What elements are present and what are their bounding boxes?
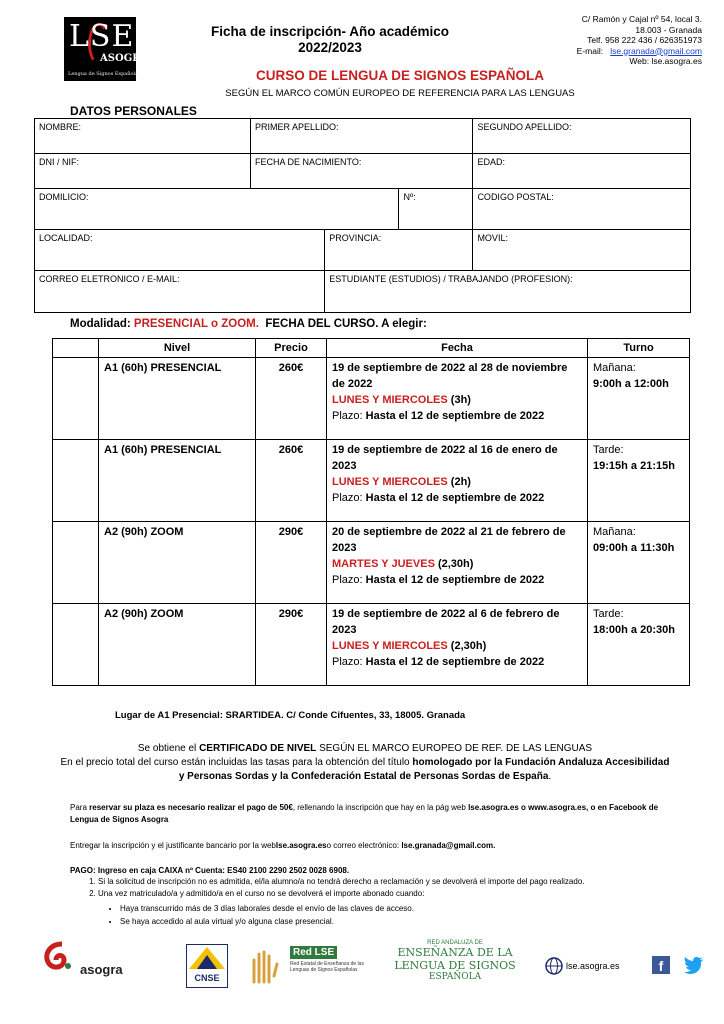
plazo-label: Plazo: (332, 410, 363, 422)
horario-text: 19:15h a 21:15h (593, 460, 675, 472)
estudiante-field[interactable]: ESTUDIANTE (ESTUDIOS) / TRABAJANDO (PROFESION): (325, 271, 691, 313)
numero-field[interactable]: Nº: (399, 189, 473, 230)
precio-cell: 260€ (256, 440, 327, 522)
lse-asogra-logo (64, 17, 149, 81)
courses-table (52, 338, 690, 686)
asogra-logo (40, 940, 130, 985)
ra-line2: ENSEÑANZA DE LA (397, 946, 513, 959)
certificado-block (60, 742, 670, 784)
table-row (53, 604, 690, 686)
select-checkbox-cell[interactable] (53, 522, 99, 604)
turno-text: Tarde: (593, 444, 624, 456)
precio-cell: 290€ (256, 522, 327, 604)
facebook-icon[interactable]: f (652, 956, 670, 974)
reserva-b: reservar su plaza es necesario realizar el pago de 50€ (89, 803, 293, 812)
globe-icon (544, 956, 564, 976)
table-row (53, 522, 690, 604)
red-andaluza-logo (390, 940, 520, 990)
col-fecha: Fecha (327, 339, 588, 358)
twitter-icon[interactable] (684, 956, 704, 974)
entregar-c: o correo electrónico: (326, 841, 400, 850)
reserva-d: lse.asogra.es o www.asogra.es, o en Facebook de Lengua de Signos Asogra (70, 803, 659, 824)
cert-text-e: homologado por la Fundación Andaluza Accesibilidad y Personas Sordas y la Confederación Estatal de Personas Sordas de España (178, 757, 670, 782)
correo-field[interactable]: CORREO ELETRONICO / E-MAIL: (35, 271, 325, 313)
course-subtitle: SEGÚN EL MARCO COMÚN EUROPEO DE REFERENCIA PARA LAS LENGUAS (225, 88, 575, 99)
plazo-text: Hasta el 12 de septiembre de 2022 (365, 574, 545, 586)
horario-text: 9:00h a 12:00h (593, 378, 669, 390)
plazo-text: Hasta el 12 de septiembre de 2022 (365, 656, 545, 668)
asogra-text: asogra (80, 962, 123, 977)
turno-text: Mañana: (593, 526, 636, 538)
red-lse-badge: Red LSE (290, 946, 337, 959)
dias-text: LUNES Y MIERCOLES (332, 640, 448, 652)
turno-text: Tarde: (593, 608, 624, 620)
fecha-text: 19 de septiembre de 2022 al 6 de febrero de 2023 (332, 608, 560, 636)
email-link[interactable]: lse.granada@gmail.com (610, 45, 702, 56)
hand-icon (246, 946, 280, 986)
ra-line1: RED ANDALUZA DE (427, 940, 483, 946)
select-checkbox-cell[interactable] (53, 440, 99, 522)
personal-data-table (34, 118, 691, 313)
entregar-b: lse.asogra.es (275, 841, 327, 850)
col-precio: Precio (256, 339, 327, 358)
horas-text: (2,30h) (450, 640, 487, 652)
fecha-nacimiento-field[interactable]: FECHA DE NACIMIENTO: (251, 154, 473, 189)
logo-text: LSE (69, 19, 135, 54)
turno-cell (588, 522, 690, 604)
rule-1: 1. Si la solicitud de inscripción no es admitida, el/la alumno/a no tendrá derecho a reclamación y se devolverá el importe del pago realizado. (98, 876, 698, 888)
reserva-c: , rellenando la inscripción que hay en la pág web (292, 803, 466, 812)
plazo-label: Plazo: (332, 492, 363, 504)
email-label: E-mail: (576, 45, 604, 56)
fecha-cell (327, 358, 588, 440)
turno-cell (588, 440, 690, 522)
cert-text-a: Se obtiene el (137, 743, 197, 754)
rule-2 (98, 888, 698, 928)
dias-text: LUNES Y MIERCOLES (332, 394, 448, 406)
fecha-text: 19 de septiembre de 2022 al 16 de enero de 2023 (332, 444, 558, 472)
web-footer[interactable] (544, 956, 634, 976)
horas-text: (3h) (450, 394, 471, 406)
precio-cell: 290€ (256, 604, 327, 686)
table-row (53, 440, 690, 522)
personal-heading: DATOS PERSONALES (70, 104, 197, 118)
modalidad-value: PRESENCIAL o ZOOM. (133, 318, 259, 330)
entregar-a: Entregar la inscripción y el justificante bancario por la web (70, 841, 276, 850)
primer-apellido-field[interactable]: PRIMER APELLIDO: (251, 119, 473, 154)
nivel-cell: A1 (60h) PRESENCIAL (99, 440, 256, 522)
plazo-label: Plazo: (332, 656, 363, 668)
fecha-text: 20 de septiembre de 2022 al 21 de febrero de 2023 (332, 526, 566, 554)
red-lse-logo (290, 946, 370, 988)
nivel-cell: A2 (90h) ZOOM (99, 522, 256, 604)
horario-text: 18:00h a 20:30h (593, 624, 675, 636)
horas-text: (2,30h) (437, 558, 474, 570)
subrule-1: • Haya transcurrido más de 3 días laborales desde el envío de las claves de acceso. (120, 902, 698, 915)
rule-2-text: Una vez matriculado/a y admitido/a en el curso no se devolverá el importe abonado cuando: (98, 889, 425, 898)
phone: Telf. 958 222 436 / 626351973 (587, 35, 702, 45)
col-nivel: Nivel (99, 339, 256, 358)
cert-text-d: En el precio total del curso están incluidas las tasas para la obtención del título (60, 757, 410, 768)
modalidad-line (70, 318, 427, 330)
lugar-text: Lugar de A1 Presencial: SRARTIDEA. C/ Conde Cifuentes, 33, 18005. Granada (115, 710, 466, 721)
entregar-block (70, 840, 670, 852)
reserva-a: Para (70, 803, 87, 812)
ra-line3: LENGUA DE SIGNOS (394, 959, 516, 972)
codigo-postal-field[interactable]: CODIGO POSTAL: (473, 189, 691, 230)
dias-text: MARTES Y JUEVES (332, 558, 435, 570)
provincia-field[interactable]: PROVINCIA: (325, 230, 473, 271)
cert-text-f: . (548, 771, 552, 782)
horas-text: (2h) (450, 476, 471, 488)
web: Web: lse.asogra.es (629, 56, 702, 66)
dni-field[interactable]: DNI / NIF: (35, 154, 251, 189)
segundo-apellido-field[interactable]: SEGUNDO APELLIDO: (473, 119, 691, 154)
page-title (200, 24, 460, 56)
modalidad-label: Modalidad: (70, 318, 131, 330)
entregar-d: lse.granada@gmail.com. (401, 841, 496, 850)
movil-field[interactable]: MOVIL: (473, 230, 691, 271)
fecha-cell (327, 604, 588, 686)
select-checkbox-cell[interactable] (53, 604, 99, 686)
domicilio-field[interactable]: DOMILICIO: (35, 189, 399, 230)
title-line1: Ficha de inscripción- Año académico (210, 24, 450, 39)
precio-cell: 260€ (256, 358, 327, 440)
logo-tagline: Lengua de Signos Española (68, 71, 139, 77)
turno-text: Mañana: (593, 362, 636, 374)
asogra-swirl-icon (40, 940, 80, 980)
plazo-text: Hasta el 12 de septiembre de 2022 (365, 492, 545, 504)
red-lse-sub: Red Estatal de Enseñanza de las Lenguas de Signos Españolas (290, 961, 364, 973)
cnse-text: CNSE (194, 973, 220, 983)
select-checkbox-cell[interactable] (53, 358, 99, 440)
address-line1: C/ Ramón y Cajal nº 54, local 3. (581, 14, 702, 24)
fecha-curso-label: FECHA DEL CURSO. A elegir: (265, 318, 427, 330)
cnse-logo (186, 944, 228, 988)
cert-text-c: SEGÚN EL MARCO EUROPEO DE REF. DE LAS LENGUAS (319, 743, 593, 754)
title-line2: 2022/2023 (298, 40, 362, 55)
contact-block (577, 14, 702, 67)
rules-list (70, 876, 698, 928)
nivel-cell: A2 (90h) ZOOM (99, 604, 256, 686)
edad-field[interactable]: EDAD: (473, 154, 691, 189)
twitter-bird-icon (684, 956, 704, 974)
dias-text: LUNES Y MIERCOLES (332, 476, 448, 488)
web-footer-text: lse.asogra.es (565, 961, 620, 971)
plazo-text: Hasta el 12 de septiembre de 2022 (365, 410, 545, 422)
fecha-text: 19 de septiembre de 2022 al 28 de noviembre de 2022 (332, 362, 568, 390)
horario-text: 09:00h a 11:30h (593, 542, 675, 554)
turno-cell (588, 358, 690, 440)
fecha-cell (327, 440, 588, 522)
col-turno: Turno (588, 339, 690, 358)
fecha-cell (327, 522, 588, 604)
nivel-cell: A1 (60h) PRESENCIAL (99, 358, 256, 440)
localidad-field[interactable]: LOCALIDAD: (35, 230, 325, 271)
address-line2: 18.003 - Granada (635, 24, 702, 35)
reserva-block (70, 802, 670, 826)
cert-text-b: CERTIFICADO DE NIVEL (199, 743, 317, 754)
table-row (53, 358, 690, 440)
plazo-label: Plazo: (332, 574, 363, 586)
pago-text: PAGO: Ingreso en caja CAIXA nº Cuenta: ES40 2100 2290 2502 0028 6908. (70, 866, 350, 875)
nombre-field[interactable]: NOMBRE: (35, 119, 251, 154)
select-col-header (53, 339, 99, 358)
hands-logo (246, 946, 280, 986)
course-title: CURSO DE LENGUA DE SIGNOS ESPAÑOLA (255, 68, 545, 83)
subrule-2: • Se haya accedido al aula virtual y/o alguna clase presencial. (120, 915, 698, 928)
turno-cell (588, 604, 690, 686)
ra-line4: ESPAÑOLA (428, 972, 482, 982)
logo-sub: ASOGRA (100, 53, 149, 64)
cnse-icon (187, 945, 227, 971)
